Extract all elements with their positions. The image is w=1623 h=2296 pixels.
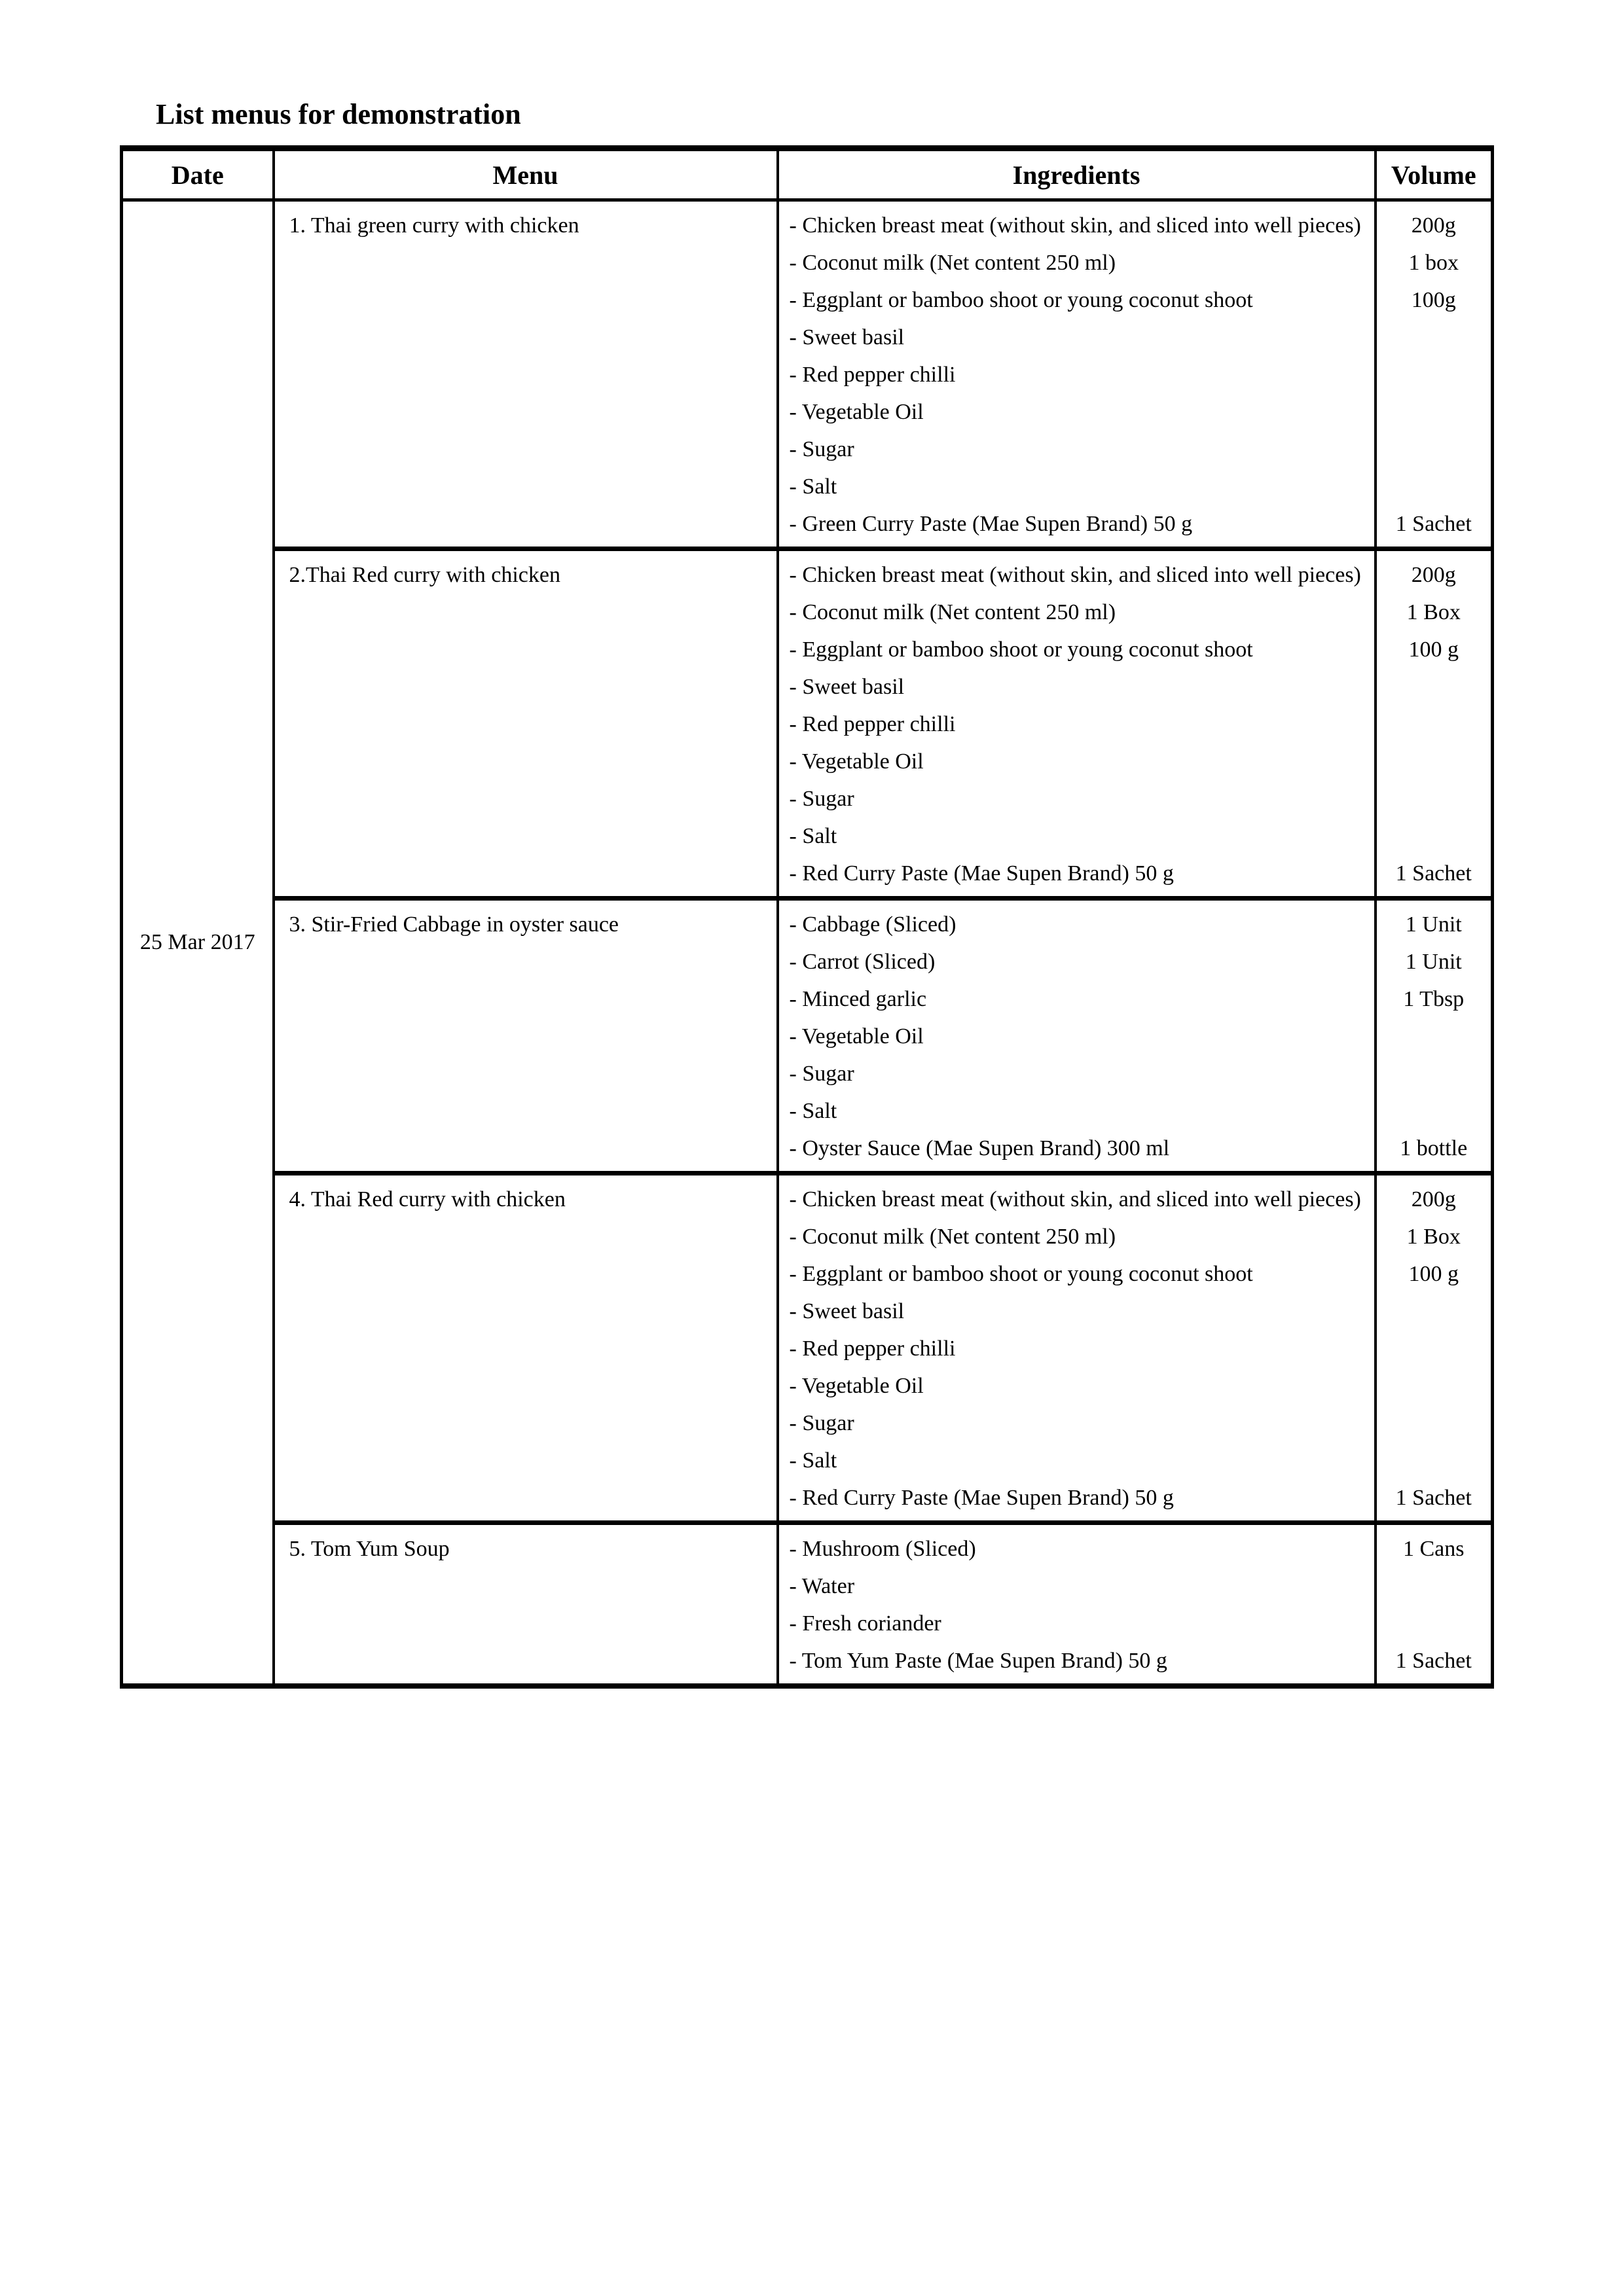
ingredient-line: - Sugar: [789, 1062, 854, 1086]
ingredients-cell: [778, 1174, 1376, 1523]
menu-cell: [274, 1523, 778, 1687]
ingredient-line: - Eggplant or bamboo shoot or young coconut shoot: [789, 637, 1253, 662]
volume-line: [1377, 1605, 1491, 1642]
volume-cell: [1376, 1174, 1493, 1523]
volume-line: [1377, 1330, 1491, 1367]
menu-name: 4. Thai Red curry with chicken: [289, 1187, 566, 1211]
ingredient-line: - Red Curry Paste (Mae Supen Brand) 50 g: [789, 1486, 1174, 1510]
ingredient-line: - Vegetable Oil: [789, 1374, 924, 1398]
volume-line: 100 g: [1408, 1262, 1459, 1286]
ingredient-line: - Coconut milk (Net content 250 ml): [789, 600, 1116, 624]
ingredient-line: - Minced garlic: [789, 987, 927, 1011]
header-date: Date: [122, 149, 274, 200]
menu-table: [120, 145, 1494, 1689]
ingredient-line: - Red pepper chilli: [789, 1336, 956, 1361]
volume-line: [1377, 393, 1491, 431]
ingredient-line: - Chicken breast meat (without skin, and sliced into well pieces): [789, 1187, 1361, 1211]
volume-line: 1 Sachet: [1395, 861, 1472, 886]
ingredients-cell: [778, 899, 1376, 1174]
menu-name: 5. Tom Yum Soup: [289, 1537, 450, 1561]
volume-line: 200g: [1411, 1187, 1456, 1211]
volume-line: [1377, 1092, 1491, 1130]
menu-row: [122, 549, 1493, 899]
volume-line: [1377, 468, 1491, 505]
ingredient-line: - Fresh coriander: [789, 1611, 941, 1636]
menu-row: [122, 899, 1493, 1174]
menu-name: 2.Thai Red curry with chicken: [289, 563, 560, 587]
menu-row: [122, 1523, 1493, 1687]
volume-line: [1377, 817, 1491, 855]
volume-line: [1377, 1293, 1491, 1330]
menu-cell: [274, 549, 778, 899]
ingredient-line: - Coconut milk (Net content 250 ml): [789, 1225, 1116, 1249]
volume-line: 1 Sachet: [1395, 512, 1472, 536]
ingredient-line: - Eggplant or bamboo shoot or young coconut shoot: [789, 288, 1253, 312]
volume-line: 1 Cans: [1403, 1537, 1465, 1561]
volume-line: 100g: [1411, 288, 1456, 312]
volume-line: 1 box: [1408, 251, 1459, 275]
volume-line: [1377, 1367, 1491, 1405]
ingredient-line: - Eggplant or bamboo shoot or young coconut shoot: [789, 1262, 1253, 1286]
ingredients-cell: [778, 549, 1376, 899]
ingredient-line: - Salt: [789, 1448, 837, 1473]
volume-line: [1377, 1568, 1491, 1605]
volume-line: 1 bottle: [1400, 1136, 1468, 1160]
menu-row: [122, 1174, 1493, 1523]
volume-cell: [1376, 899, 1493, 1174]
menu-row: [122, 200, 1493, 549]
volume-line: [1377, 431, 1491, 468]
ingredient-line: - Salt: [789, 1099, 837, 1123]
ingredient-line: - Chicken breast meat (without skin, and sliced into well pieces): [789, 563, 1361, 587]
volume-line: [1377, 743, 1491, 780]
header-ingredients: Ingredients: [778, 149, 1376, 200]
ingredient-line: - Vegetable Oil: [789, 749, 924, 774]
volume-line: [1377, 668, 1491, 706]
ingredient-line: - Vegetable Oil: [789, 400, 924, 424]
volume-line: 1 Tbsp: [1403, 987, 1465, 1011]
volume-line: 100 g: [1408, 637, 1459, 662]
page-title: List menus for demonstration: [156, 98, 521, 130]
volume-line: [1377, 1442, 1491, 1479]
volume-line: 200g: [1411, 563, 1456, 587]
ingredient-line: - Water: [789, 1574, 855, 1598]
header-volume: Volume: [1376, 149, 1493, 200]
volume-line: 200g: [1411, 213, 1456, 238]
volume-line: 1 Box: [1406, 600, 1461, 624]
volume-cell: [1376, 200, 1493, 549]
ingredient-line: - Salt: [789, 475, 837, 499]
ingredient-line: - Carrot (Sliced): [789, 950, 936, 974]
date-cell: [122, 200, 274, 1687]
ingredients-cell: [778, 1523, 1376, 1687]
ingredient-line: - Red Curry Paste (Mae Supen Brand) 50 g: [789, 861, 1174, 886]
ingredient-line: - Red pepper chilli: [789, 712, 956, 736]
volume-line: [1377, 1405, 1491, 1442]
ingredient-line: - Sugar: [789, 1411, 854, 1435]
ingredient-line: - Tom Yum Paste (Mae Supen Brand) 50 g: [789, 1649, 1167, 1673]
menu-cell: [274, 899, 778, 1174]
ingredient-line: - Mushroom (Sliced): [789, 1537, 976, 1561]
ingredient-line: - Coconut milk (Net content 250 ml): [789, 251, 1116, 275]
ingredient-line: - Oyster Sauce (Mae Supen Brand) 300 ml: [789, 1136, 1170, 1160]
menu-cell: [274, 1174, 778, 1523]
ingredient-line: - Salt: [789, 824, 837, 848]
menu-name: 3. Stir-Fried Cabbage in oyster sauce: [289, 912, 619, 937]
volume-line: [1377, 319, 1491, 356]
volume-line: [1377, 1055, 1491, 1092]
header-row: [122, 149, 1493, 200]
ingredient-line: - Sugar: [789, 437, 854, 461]
date-text: 25 Mar 2017: [139, 930, 255, 954]
ingredient-line: - Sugar: [789, 787, 854, 811]
volume-line: [1377, 706, 1491, 743]
ingredient-line: - Green Curry Paste (Mae Supen Brand) 50 g: [789, 512, 1193, 536]
menu-name: 1. Thai green curry with chicken: [289, 213, 579, 238]
menu-cell: [274, 200, 778, 549]
ingredient-line: - Sweet basil: [789, 675, 905, 699]
volume-line: 1 Unit: [1405, 912, 1462, 937]
ingredient-line: - Red pepper chilli: [789, 363, 956, 387]
volume-line: [1377, 1018, 1491, 1055]
ingredient-line: - Vegetable Oil: [789, 1024, 924, 1049]
volume-line: [1377, 356, 1491, 393]
volume-line: 1 Sachet: [1395, 1649, 1472, 1673]
ingredient-line: - Cabbage (Sliced): [789, 912, 957, 937]
volume-cell: [1376, 1523, 1493, 1687]
ingredient-line: - Chicken breast meat (without skin, and sliced into well pieces): [789, 213, 1361, 238]
ingredient-line: - Sweet basil: [789, 1299, 905, 1323]
volume-line: 1 Box: [1406, 1225, 1461, 1249]
ingredient-line: - Sweet basil: [789, 325, 905, 350]
header-menu: Menu: [274, 149, 778, 200]
volume-line: 1 Unit: [1405, 950, 1462, 974]
volume-line: 1 Sachet: [1395, 1486, 1472, 1510]
volume-line: [1377, 780, 1491, 817]
ingredients-cell: [778, 200, 1376, 549]
volume-cell: [1376, 549, 1493, 899]
